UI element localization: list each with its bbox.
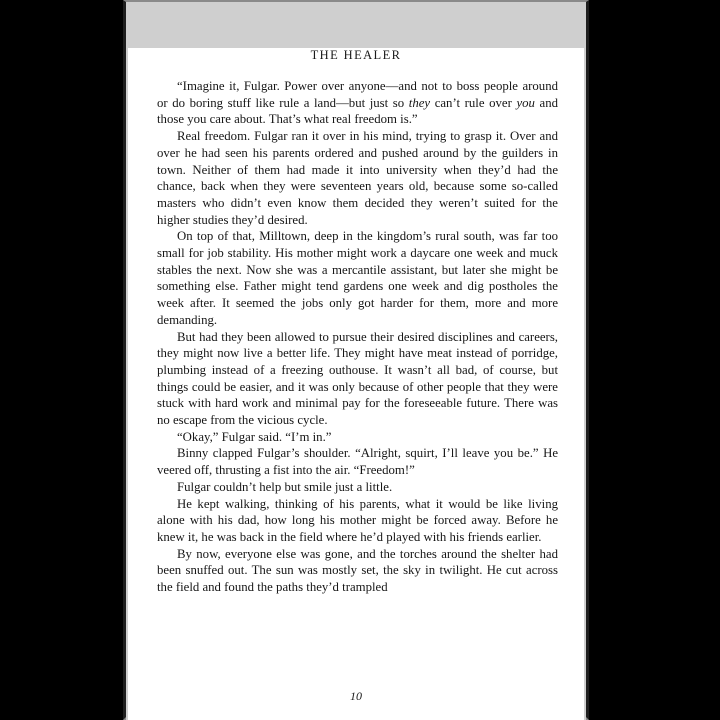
- paragraph: [157, 228, 558, 328]
- text-segment: Binny clapped Fulgar’s shoulder. “Alright, squirt, I’ll leave you be.” He veered off, thrusting a fist into the air. “Freedom!”: [157, 446, 558, 478]
- running-header-book-title: THE HEALER: [310, 48, 402, 62]
- paragraph: [157, 479, 558, 496]
- book-page: [126, 48, 586, 720]
- italic-text: they: [408, 95, 431, 110]
- text-segment: “Imagine it, Fulgar. Power over anyone—and not to boss people around or do boring stuff like rule a land—but just so: [157, 79, 558, 110]
- paragraph: [157, 546, 558, 596]
- paragraph: [157, 329, 558, 429]
- page-column: [123, 0, 589, 720]
- text-segment: He kept walking, thinking of his parents, what it would be like living alone with his dad, how long his mother might be forced away. Before he knew it, he was back in the field where he’d played with his friends earlier.: [157, 496, 558, 544]
- paragraph: [157, 78, 558, 128]
- text-segment: Fulgar couldn’t help but smile just a little.: [177, 479, 393, 494]
- text-segment: can’t rule over: [430, 95, 517, 110]
- text-segment: By now, everyone else was gone, and the torches around the shelter had been snuffed out. The sun was mostly set, the sky in twilight. He cut across the field and found the paths they’d trampled: [157, 546, 558, 595]
- paragraph: [157, 429, 558, 446]
- italic-text: you: [516, 95, 535, 110]
- text-segment: Real freedom. Fulgar ran it over in his mind, trying to grasp it. Over and over he had seen his parents ordered and pushed around by the guilders in town. Neither of them had made it into university when they’d had the chance, back when they were seventeen years old, because some so-called masters who didn’t even know them decided they weren’t suited for the higher studies they’d desired.: [157, 129, 558, 227]
- left-black-bar: [0, 0, 123, 720]
- text-segment: and those you care about. That’s what real freedom is.”: [157, 95, 558, 127]
- paragraph: [157, 445, 558, 478]
- paragraph: [157, 496, 558, 546]
- right-black-bar: [589, 0, 714, 720]
- text-segment: On top of that, Milltown, deep in the kingdom’s rural south, was far too small for job stability. His mother might work a daycare one week and muck stables the next. Now she was a mercantile assistant, but later she might be something else. Father might tend gardens one week and dig postholes the week after. It seemed the jobs only got harder for them, more and more demanding.: [157, 229, 558, 327]
- page-number: 10: [350, 689, 362, 703]
- page-body: [128, 78, 584, 596]
- text-segment: “Okay,” Fulgar said. “I’m in.”: [177, 429, 332, 444]
- paragraph: [157, 128, 558, 228]
- text-segment: But had they been allowed to pursue their desired disciplines and careers, they might now live a better life. They might have meat instead of porridge, plumbing instead of a freezing outhouse. It wasn’t all bad, of course, but things could be easier, and it was only because of other people that they were stuck with hard work and minimal pay for the foreseeable future. There was no escape from the vicious cycle.: [157, 329, 558, 428]
